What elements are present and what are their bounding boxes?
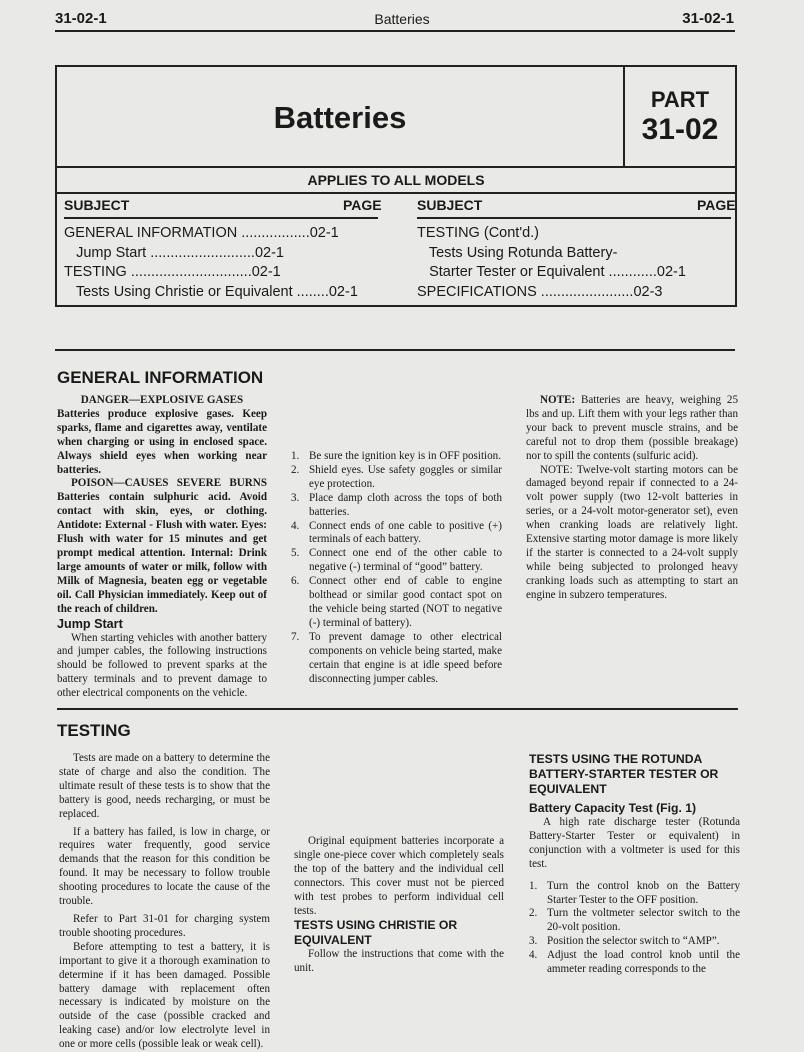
- testing-paragraph: Tests are made on a battery to determine the state of charge and also the condition. The ultimate result of these tests is to show that the battery is good, needs recharging, or must be replaced.: [59, 752, 270, 820]
- testing-paragraph: Original equipment batteries incorporate a single one-piece cover which completely seals the top of the battery and the individual cell connectors. This cover must not be pierced with test probes to perform individual cell tests.: [294, 835, 504, 917]
- step-item: 5. Connect one end of the other cable to negative (-) terminal of “good” battery.: [291, 547, 502, 574]
- christie-heading: TESTS USING CHRISTIE OR EQUIVALENT: [294, 918, 458, 948]
- capacity-test-text: A high rate discharge tester (Rotunda Battery-Starter Tester or equivalent) in conjunction with a voltmeter is used for this test.: [529, 816, 740, 870]
- step-item: 3. Position the selector switch to “AMP”.: [529, 935, 720, 948]
- note-heavy: NOTE: Batteries are heavy, weighing 25 lbs and up. Lift them with your legs rather than your back to prevent muscle strains, and be careful not to drop them (possible breakage) nor to spill the contents (sulfuric acid).: [526, 394, 738, 462]
- left-column-rule: [64, 217, 378, 219]
- jump-start-steps: [291, 450, 502, 686]
- capacity-test-steps: [529, 880, 740, 977]
- danger-text: Batteries produce explosive gases. Keep sparks, flame and cigarettes away, ventilate when charging or using in enclosed space. Always shield eyes when working near batteries.: [57, 407, 267, 476]
- toc-entry: TESTING ..............................02-1: [64, 264, 281, 280]
- general-info-column-2: [291, 394, 502, 686]
- testing-column-2: [294, 752, 504, 976]
- step-item: 2. Turn the voltmeter selector switch to the 20-volt position.: [529, 907, 740, 934]
- header-rule: [55, 30, 735, 32]
- toc-entry: SPECIFICATIONS .......................02-3: [417, 283, 663, 300]
- capacity-test-heading: Battery Capacity Test (Fig. 1): [529, 801, 697, 815]
- testing-paragraph: Refer to Part 31-01 for charging system trouble shooting procedures.: [59, 912, 270, 939]
- header-left-code: 31-02-1: [55, 10, 107, 27]
- right-column-rule: [417, 217, 731, 219]
- christie-text: Follow the instructions that come with the unit.: [294, 948, 504, 975]
- testing-column-1: [59, 752, 270, 1052]
- toc-entry: Starter Tester or Equivalent ............02-1: [417, 264, 686, 280]
- testing-paragraph: Before attempting to test a battery, it is important to give it a thorough examination to determine if it has been damaged. Possible battery damage with replacement often necessary is indicated by moisture on the outside of the case (possible cracked and leaking case) and/or low electrolyte level in one or more cells (possible leak or weak cell).: [59, 940, 270, 1051]
- general-information-heading: GENERAL INFORMATION: [57, 368, 264, 387]
- step-item: 4. Adjust the load control knob until the ammeter reading corresponds to the: [529, 949, 740, 976]
- section-divider: [55, 349, 735, 351]
- part-cell: [625, 67, 735, 168]
- testing-column-3: [529, 752, 740, 977]
- step-item: 4. Connect ends of one cable to positive (+) terminals of each battery.: [291, 519, 502, 546]
- applies-to: APPLIES TO ALL MODELS: [307, 172, 485, 188]
- page-title: Batteries: [273, 100, 407, 135]
- testing-paragraph: If a battery has failed, is low in charge, or requires water frequently, good service demands that the reason for this condition be found. It may be necessary to follow trouble shooting procedures to locate the cause of the trouble.: [59, 825, 270, 908]
- step-item: 3. Place damp cloth across the tops of both batteries.: [291, 491, 502, 518]
- testing-heading: TESTING: [57, 721, 131, 740]
- poison-text: POISON—CAUSES SEVERE BURNS Batteries contain sulphuric acid. Avoid contact with skin, eyes, or clothing. Antidote: External - Flush with water. Eyes: Flush with water for 15 minutes and get prompt medical attention. Internal: Drink large amounts of water or milk, follow with Milk of Magnesia, beaten egg or vegetable oil. Call Physician immediately. Keep out of the reach of children.: [57, 477, 267, 615]
- step-item: 1. Turn the control knob on the Battery Starter Tester to the OFF position.: [529, 879, 740, 906]
- note-twelve-volt: NOTE: Twelve-volt starting motors can be damaged beyond repair if connected to a 24-volt power supply (two 12-volt batteries in series, or a 24-volt motor-generator set), even when cranking loads are relatively light. Extensive starting motor damage is more likely if the starter is connected to a 24-volt supply while being subjected to prolonged heavy cranking loads such as attempting to start an engine in subzero temperatures.: [526, 463, 738, 601]
- section-divider: [57, 708, 738, 710]
- toc-entry: GENERAL INFORMATION .................02-1: [64, 225, 339, 241]
- step-item: 7. To prevent damage to other electrical components on vehicle being started, make certain that engine is at idle speed before disconnecting jumper cables.: [291, 630, 502, 685]
- header-center-title: Batteries: [374, 11, 430, 27]
- contents-box: [55, 65, 737, 307]
- page-label-right: PAGE: [697, 197, 736, 213]
- toc-entry: Jump Start ..........................02-1: [64, 244, 284, 261]
- danger-title: DANGER—EXPLOSIVE GASES: [80, 394, 244, 406]
- jump-start-intro: When starting vehicles with another battery and jumper cables, the following instructions should be followed to prevent sparks at the battery terminals and to prevent damage to other electrical components on the vehicle.: [57, 631, 267, 700]
- step-item: 1. Be sure the ignition key is in OFF position.: [291, 450, 501, 462]
- applies-rule: [57, 192, 735, 194]
- toc-left: [64, 224, 358, 302]
- subject-label-left: SUBJECT: [64, 197, 130, 213]
- title-cell: [57, 67, 625, 168]
- step-item: 6. Connect other end of cable to engine bolthead or similar good contact spot on the vehicle being started (NOT to negative (-) terminal of battery).: [291, 575, 502, 629]
- toc-entry: Tests Using Rotunda Battery-: [417, 244, 618, 261]
- rotunda-heading: TESTS USING THE ROTUNDA BATTERY-STARTER TESTER OR EQUIVALENT: [529, 752, 719, 796]
- general-info-column-1: [57, 394, 267, 701]
- part-label: PART: [650, 87, 710, 112]
- subject-label-right: SUBJECT: [417, 197, 483, 213]
- page-label-left: PAGE: [343, 197, 382, 213]
- general-info-column-3: [526, 394, 738, 603]
- toc-entry: Tests Using Christie or Equivalent ........02-1: [64, 283, 358, 300]
- part-number: 31-02: [641, 113, 719, 146]
- header-right-code: 31-02-1: [682, 10, 734, 27]
- step-item: 2. Shield eyes. Use safety goggles or similar eye protection.: [291, 463, 502, 490]
- toc-right: [417, 224, 686, 302]
- jump-start-heading: Jump Start: [57, 616, 123, 631]
- toc-entry: TESTING (Cont'd.): [417, 225, 540, 241]
